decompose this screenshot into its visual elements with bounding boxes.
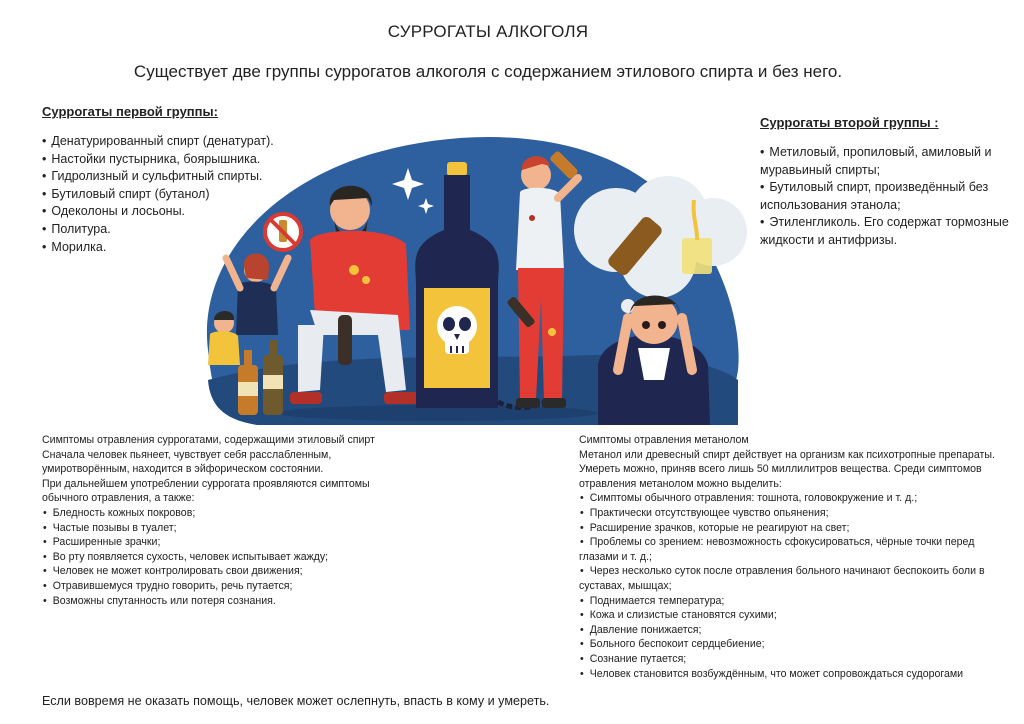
list-item: • Гидролизный и сульфитный спирты. xyxy=(42,168,342,186)
list-item: • Во рту появляется сухость, человек испытывает жажду; xyxy=(42,550,412,565)
list-item: • Расширенные зрачки; xyxy=(42,535,412,550)
list-item: • Человек становится возбуждённым, что может сопровождаться судорогами xyxy=(579,667,1009,682)
second-group-list xyxy=(760,144,1015,250)
ethyl-symptoms-section xyxy=(42,433,412,608)
methanol-symptoms-list xyxy=(579,491,1009,681)
second-group-heading: Суррогаты второй группы : xyxy=(760,115,939,130)
list-item: • Частые позывы в туалет; xyxy=(42,521,412,536)
footer-warning: Если вовремя не оказать помощь, человек может ослепнуть, впасть в кому и умереть. xyxy=(42,694,550,708)
ethyl-intro-2: При дальнейшем употреблении суррогата проявляются симптомы обычного отравления, а также: xyxy=(42,477,370,505)
methanol-symptoms-heading: Симптомы отравления метанолом xyxy=(579,434,749,446)
list-item: • Денатурированный спирт (денатурат). xyxy=(42,133,342,151)
ethyl-intro-1: Сначала человек пьянеет, чувствует себя расслабленным, умиротворённым, находится в эйфорическом состоянии. xyxy=(42,448,332,476)
list-item: • Поднимается температура; xyxy=(579,594,1009,609)
page-title: СУРРОГАТЫ АЛКОГОЛЯ xyxy=(387,22,589,41)
list-item: • Сознание путается; xyxy=(579,652,1009,667)
ethyl-symptoms-list xyxy=(42,506,412,608)
page-subtitle: Существует две группы суррогатов алкоголя с содержанием этилового спирта и без него. xyxy=(133,62,843,81)
methanol-intro: Метанол или древесный спирт действует на организм как психотропные препараты. Умереть можно, приняв всего лишь 50 миллилитров вещества. Среди симптомов отравления метанолом можно выделить: xyxy=(579,448,995,490)
list-item: • Кожа и слизистые становятся сухими; xyxy=(579,608,1009,623)
list-item: • Бутиловый спирт, произведённый без использования этанола; xyxy=(760,179,1015,214)
list-item: • Настойки пустырника, боярышника. xyxy=(42,151,342,169)
list-item: • Больного беспокоит сердцебиение; xyxy=(579,637,1009,652)
methanol-symptoms-section xyxy=(579,433,1009,681)
list-item: • Практически отсутствующее чувство опьянения; xyxy=(579,506,1009,521)
list-item: • Политура. xyxy=(42,221,342,239)
list-item: • Возможны спутанность или потеря сознания. xyxy=(42,594,412,609)
list-item: • Проблемы со зрением: невозможность сфокусироваться, чёрные точки перед глазами и т. д.; xyxy=(579,535,1009,564)
list-item: • Человек не может контролировать свои движения; xyxy=(42,564,412,579)
list-item: • Одеколоны и лосьоны. xyxy=(42,203,342,221)
illustration xyxy=(198,120,758,430)
list-item: • Расширение зрачков, которые не реагируют на свет; xyxy=(579,521,1009,536)
no-alcohol-icon xyxy=(265,214,301,250)
ethyl-symptoms-heading: Симптомы отравления суррогатами, содержащими этиловый спирт xyxy=(42,434,375,446)
second-group-section xyxy=(760,115,1015,250)
list-item: • Бутиловый спирт (бутанол) xyxy=(42,186,342,204)
list-item: • Отравившемуся трудно говорить, речь путается; xyxy=(42,579,412,594)
list-item: • Давление понижается; xyxy=(579,623,1009,638)
list-item: • Симптомы обычного отравления: тошнота, головокружение и т. д.; xyxy=(579,491,1009,506)
list-item: • Бледность кожных покровов; xyxy=(42,506,412,521)
list-item: • Через несколько суток после отравления больного начинают беспокоить боли в суставах, мышцах; xyxy=(579,564,1009,593)
list-item: • Этиленгликоль. Его содержат тормозные жидкости и антифризы. xyxy=(760,214,1015,249)
list-item: • Метиловый, пропиловый, амиловый и муравьиный спирты; xyxy=(760,144,1015,179)
list-item: • Морилка. xyxy=(42,239,342,257)
first-group-heading: Суррогаты первой группы: xyxy=(42,104,218,119)
